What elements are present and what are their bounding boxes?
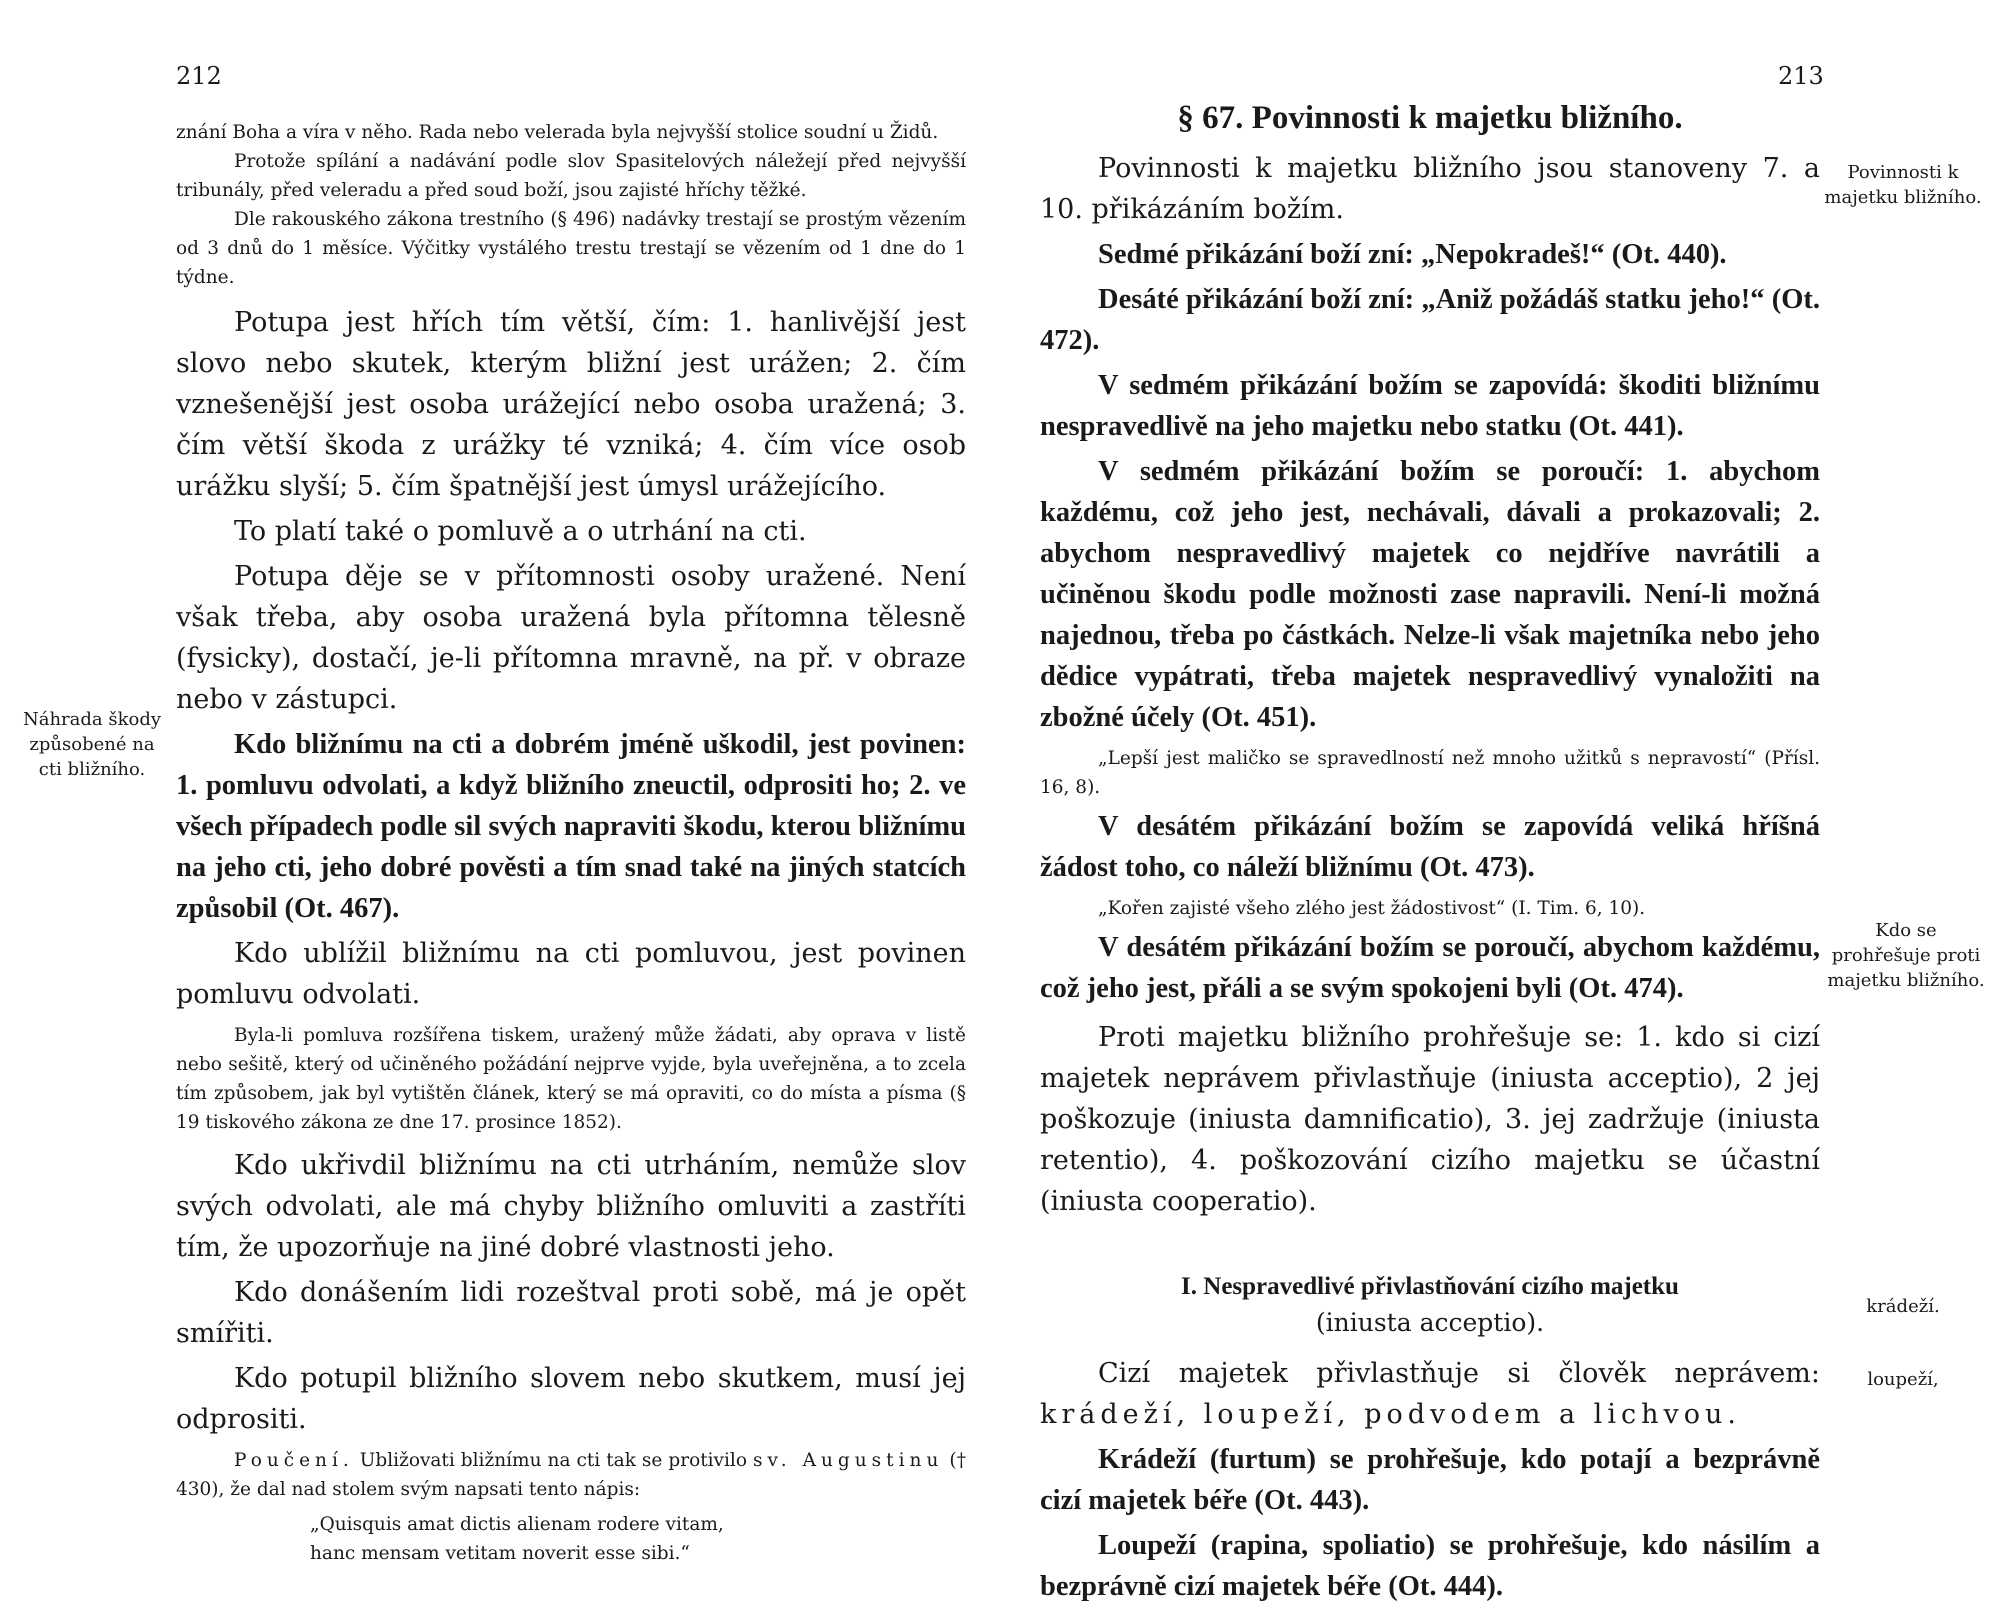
page-number-right: 213 <box>1778 62 1824 90</box>
paragraph: Kdo donášením lidi rozeštval proti sobě, má je opět smířiti. <box>176 1277 966 1349</box>
paragraph: Proti majetku bližního prohřešuje se: 1. kdo si cizí majetek neprávem přivlastňuje (iniusta acceptio), 2 jej poškozuje (iniusta damnificatio), 3. jej zadržuje (iniusta retentio), 4. poškozování cizího majetku se účastní (iniusta cooperatio). <box>1040 1022 1820 1217</box>
bold-rule-paragraph: Desáté přikázání boží zní: „Aniž požádáš statku jeho!“ (Ot. 472). <box>1040 284 1820 356</box>
margin-note-theft: krádeží. <box>1866 1296 1940 1317</box>
bold-rule-paragraph: Krádeží (furtum) se prohřešuje, kdo potají a bezprávně cizí majetek béře (Ot. 443). <box>1040 1444 1820 1516</box>
spaced-emphasis: krádeží, loupeží, podvodem a lichvou. <box>1040 1399 1741 1430</box>
margin-note-robbery: loupeží, <box>1867 1369 1939 1390</box>
instruction-label: Poučení. <box>234 1450 354 1471</box>
quote-line: hanc mensam vetitam noverit esse sibi.“ <box>310 1543 690 1564</box>
subsection-title: I. Nespravedlivé přivlastňování cizího majetku <box>1181 1273 1679 1300</box>
paragraph: Dle rakouského zákona trestního (§ 496) nadávky trestají se prostým vězením od 3 dnů do 1 měsíce. Výčitky vystálého trestu trestají se vězením od 1 dne do 1 týdne. <box>176 209 966 288</box>
instruction-paragraph <box>176 1446 966 1504</box>
margin-note-offenders: Kdo se prohřešuje proti majetku bližního. <box>1827 920 1985 991</box>
paragraph: To platí také o pomluvě a o utrhání na cti. <box>234 516 807 547</box>
bold-rule-paragraph: V sedmém přikázání božím se poroučí: 1. abychom každému, což jeho jest, nechávali, dávali a prokazovali; 2. abychom nespravedlivý majetek co nejdříve navrátili a učiněnou škodu podle možnosti zase napravili. Není-li možná najednou, třeba po částkách. Nelze-li však majetníka nebo jeho dědice vypátrati, třeba majetek nespravedlivý vynaložiti na zbožné účely (Ot. 451). <box>1040 456 1820 733</box>
instruction-tail: († 430), že dal nad stolem svým napsati tento nápis: <box>176 1450 966 1500</box>
subsection-latin: (iniusta acceptio). <box>1315 1308 1545 1337</box>
right-text-column <box>1040 95 1820 1607</box>
margin-note-duties: Povinnosti k majetku bližního. <box>1824 162 1982 208</box>
paragraph <box>1040 1353 1820 1435</box>
bold-rule-paragraph: V desátém přikázání božím se zapovídá veliká hříšná žádost toho, co náleží bližnímu (Ot. 473). <box>1040 811 1820 883</box>
paragraph: Kdo potupil bližního slovem nebo skutkem, musí jej odprositi. <box>176 1363 966 1435</box>
paragraph: Potupa děje se v přítomnosti osoby uražené. Není však třeba, aby osoba uražená byla přítomna tělesně (fysicky), dostačí, je-li přítomna mravně, na př. v obraze nebo v zástupci. <box>176 561 966 715</box>
paragraph: Kdo ublížil bližnímu na cti pomluvou, jest povinen pomluvu odvolati. <box>176 938 966 1010</box>
paragraph-text: Cizí majetek přivlastňuje si člověk neprávem: <box>1098 1358 1820 1389</box>
paragraph: Protože spílání a nadávání podle slov Spasitelových náležejí před nejvyšší tribunály, před veleradu a před soud boží, jsou zajisté hříchy těžké. <box>176 151 966 201</box>
subsection-heading <box>1040 1268 1820 1341</box>
paragraph: znání Boha a víra v něho. Rada nebo velerada byla nejvyšší stolice soudní u Židů. <box>176 122 939 143</box>
bold-rule-paragraph: V sedmém přikázání božím se zapovídá: škoditi bližnímu nespravedlivě na jeho majetku nebo statku (Ot. 441). <box>1040 370 1820 442</box>
paragraph: Kdo ukřivdil bližnímu na cti utrháním, nemůže slov svých odvolati, ale má chyby bližního omluviti a zastříti tím, že upozorňuje na jiné dobré vlastnosti jeho. <box>176 1150 966 1263</box>
quote-line: „Quisquis amat dictis alienam rodere vitam, <box>310 1514 724 1535</box>
section-heading: § 67. Povinnosti k majetku bližního. <box>1177 100 1683 136</box>
margin-note-damage-repair: Náhrada škody způsobené na cti bližního. <box>22 709 162 780</box>
latin-quote <box>310 1510 966 1568</box>
augustine-name: sv. Augustinu <box>753 1450 944 1471</box>
bold-rule-paragraph: V desátém přikázání božím se poroučí, abychom každému, což jeho jest, přáli a se svým spokojeni byli (Ot. 474). <box>1040 932 1820 1004</box>
left-text-column <box>176 118 966 1568</box>
scripture-quote: „Lepší jest maličko se spravedlností než mnoho užitků s nepravostí“ (Přísl. 16, 8). <box>1040 748 1820 798</box>
instruction-text: Ubližovati bližnímu na cti tak se protivilo <box>353 1450 753 1471</box>
paragraph: Byla-li pomluva rozšířena tiskem, uražený může žádati, aby oprava v listě nebo sešitě, který od učiněného požádání nejprve vyjde, byla uveřejněna, a to zcela tím způsobem, jak byl vytištěn článek, který se má opraviti, co do místa a písma (§ 19 tiskového zákona ze dne 17. prosince 1852). <box>176 1025 966 1133</box>
page-number-left: 212 <box>176 62 222 90</box>
paragraph: Potupa jest hřích tím větší, čím: 1. hanlivější jest slovo nebo skutek, kterým bližní jest urážen; 2. čím vznešenější jest osoba urážející nebo osoba uražená; 3. čím větší škoda z urážky té vzniká; 4. čím více osob urážku slyší; 5. čím špatnější jest úmysl urážejícího. <box>176 307 966 502</box>
bold-rule-paragraph: Loupeží (rapina, spoliatio) se prohřešuje, kdo násilím a bezprávně cizí majetek béře (Ot. 444). <box>1040 1530 1820 1602</box>
bold-rule-paragraph: Kdo bližnímu na cti a dobrém jméně uškodil, jest povinen: 1. pomluvu odvolati, a když bližního zneuctil, odprositi ho; 2. ve všech případech podle sil svých napraviti škodu, kterou bližnímu na jeho cti, jeho dobré pověsti a tím snad také na jiných statcích způsobil (Ot. 467). <box>176 729 966 924</box>
bold-rule-paragraph: Sedmé přikázání boží zní: „Nepokradeš!“ (Ot. 440). <box>1098 239 1727 270</box>
paragraph: Povinnosti k majetku bližního jsou stanoveny 7. a 10. přikázáním božím. <box>1040 153 1820 225</box>
left-page <box>0 0 990 1564</box>
scripture-quote: „Kořen zajisté všeho zlého jest žádostivost“ (I. Tim. 6, 10). <box>1098 898 1646 919</box>
